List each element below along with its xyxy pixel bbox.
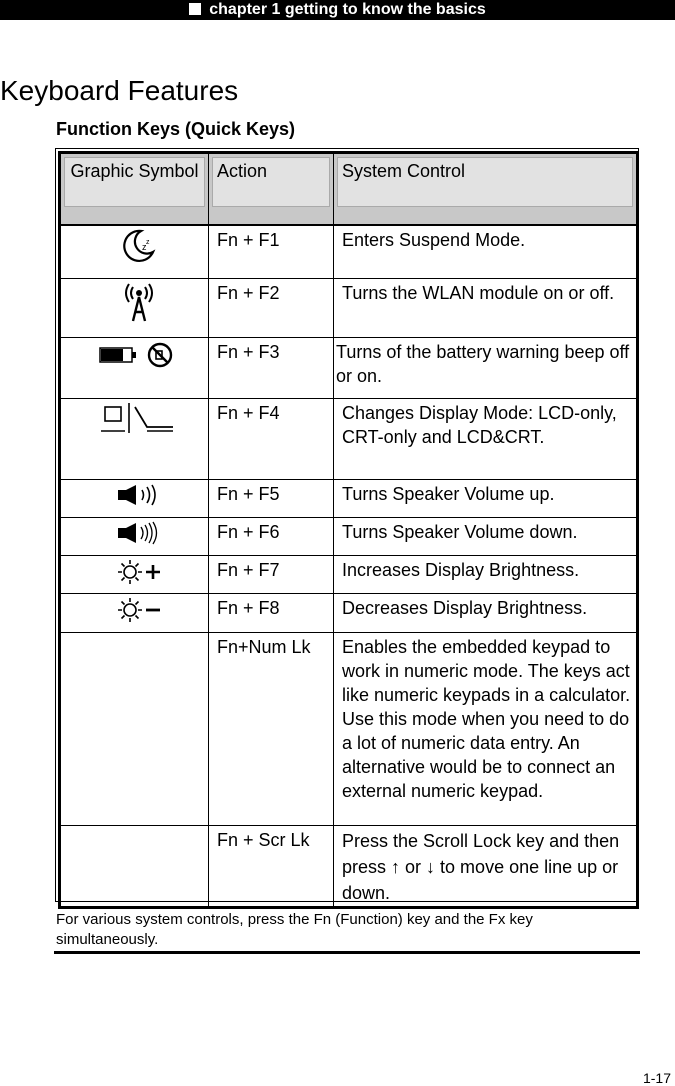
table-row xyxy=(60,825,638,907)
table-row xyxy=(60,593,638,632)
function-keys-table xyxy=(58,151,639,909)
symbol-cell xyxy=(60,278,209,337)
table-row xyxy=(60,555,638,593)
display-mode-icon xyxy=(101,401,177,435)
table-row xyxy=(60,337,638,398)
control-cell: Changes Display Mode: LCD-only, CRT-only and LCD&CRT. xyxy=(334,398,638,479)
table-row xyxy=(60,517,638,555)
action-cell: Fn + F8 xyxy=(209,593,334,632)
action-cell: Fn + F4 xyxy=(209,398,334,479)
svg-text:z: z xyxy=(145,239,149,246)
moon-icon xyxy=(121,228,157,264)
page-number: 1-17 xyxy=(642,1070,671,1086)
wlan-antenna-icon xyxy=(119,281,159,323)
column-header-action: Action xyxy=(209,153,334,226)
action-cell: Fn + F7 xyxy=(209,555,334,593)
table-row xyxy=(60,632,638,825)
up-arrow-icon: ↑ xyxy=(391,856,401,877)
chapter-title: chapter 1 getting to know the basics xyxy=(209,1,486,18)
brightness-up-icon xyxy=(114,558,164,586)
footer-rule xyxy=(54,951,640,954)
speaker-volume-up-icon xyxy=(114,482,164,508)
control-cell: Turns Speaker Volume up. xyxy=(334,479,638,517)
symbol-cell xyxy=(60,479,209,517)
page-title: Keyboard Features xyxy=(0,75,239,106)
control-cell: Enables the embedded keypad to work in numeric mode. The keys act like numeric keypads in a calculator. Use this mode when you need to do a lot of numeric data entry. An alternative would be to connect an external numeric keypad. xyxy=(334,632,638,825)
down-arrow-icon: ↓ xyxy=(426,856,436,877)
battery-warning-mute-icon xyxy=(98,340,180,370)
control-cell: Press the Scroll Lock key and then press ↑ or ↓ to move one line up or down. xyxy=(334,825,638,907)
action-cell: Fn + F2 xyxy=(209,278,334,337)
symbol-cell xyxy=(60,225,209,278)
symbol-cell xyxy=(60,337,209,398)
footnote: For various system controls, press the Fn (Function) key and the Fx key simultaneously. xyxy=(56,911,533,948)
chapter-banner xyxy=(0,0,675,20)
control-cell: Turns Speaker Volume down. xyxy=(334,517,638,555)
section-title: Function Keys (Quick Keys) xyxy=(56,119,296,139)
svg-text:z: z xyxy=(141,242,146,252)
table-row xyxy=(60,479,638,517)
action-cell: Fn + F5 xyxy=(209,479,334,517)
table-row xyxy=(60,278,638,337)
control-cell: Enters Suspend Mode. xyxy=(334,225,638,278)
action-cell: Fn + Scr Lk xyxy=(209,825,334,907)
symbol-cell xyxy=(60,517,209,555)
column-header-graphic-symbol: Graphic Symbol xyxy=(60,153,209,226)
speaker-volume-down-icon xyxy=(114,520,164,546)
symbol-cell xyxy=(60,632,209,825)
symbol-cell xyxy=(60,825,209,907)
control-cell: Decreases Display Brightness. xyxy=(334,593,638,632)
square-bullet-icon xyxy=(189,3,201,15)
symbol-cell xyxy=(60,555,209,593)
table-row xyxy=(60,398,638,479)
brightness-down-icon xyxy=(114,596,164,624)
symbol-cell xyxy=(60,593,209,632)
control-cell: Increases Display Brightness. xyxy=(334,555,638,593)
action-cell: Fn + F1 xyxy=(209,225,334,278)
action-cell: Fn + F6 xyxy=(209,517,334,555)
control-cell: Turns of the battery warning beep off or on. xyxy=(334,337,638,398)
symbol-cell xyxy=(60,398,209,479)
table-row xyxy=(60,225,638,278)
table-header-row xyxy=(60,153,638,226)
action-cell: Fn + F3 xyxy=(209,337,334,398)
control-cell: Turns the WLAN module on or off. xyxy=(334,278,638,337)
action-cell: Fn+Num Lk xyxy=(209,632,334,825)
column-header-system-control: System Control xyxy=(334,153,638,226)
